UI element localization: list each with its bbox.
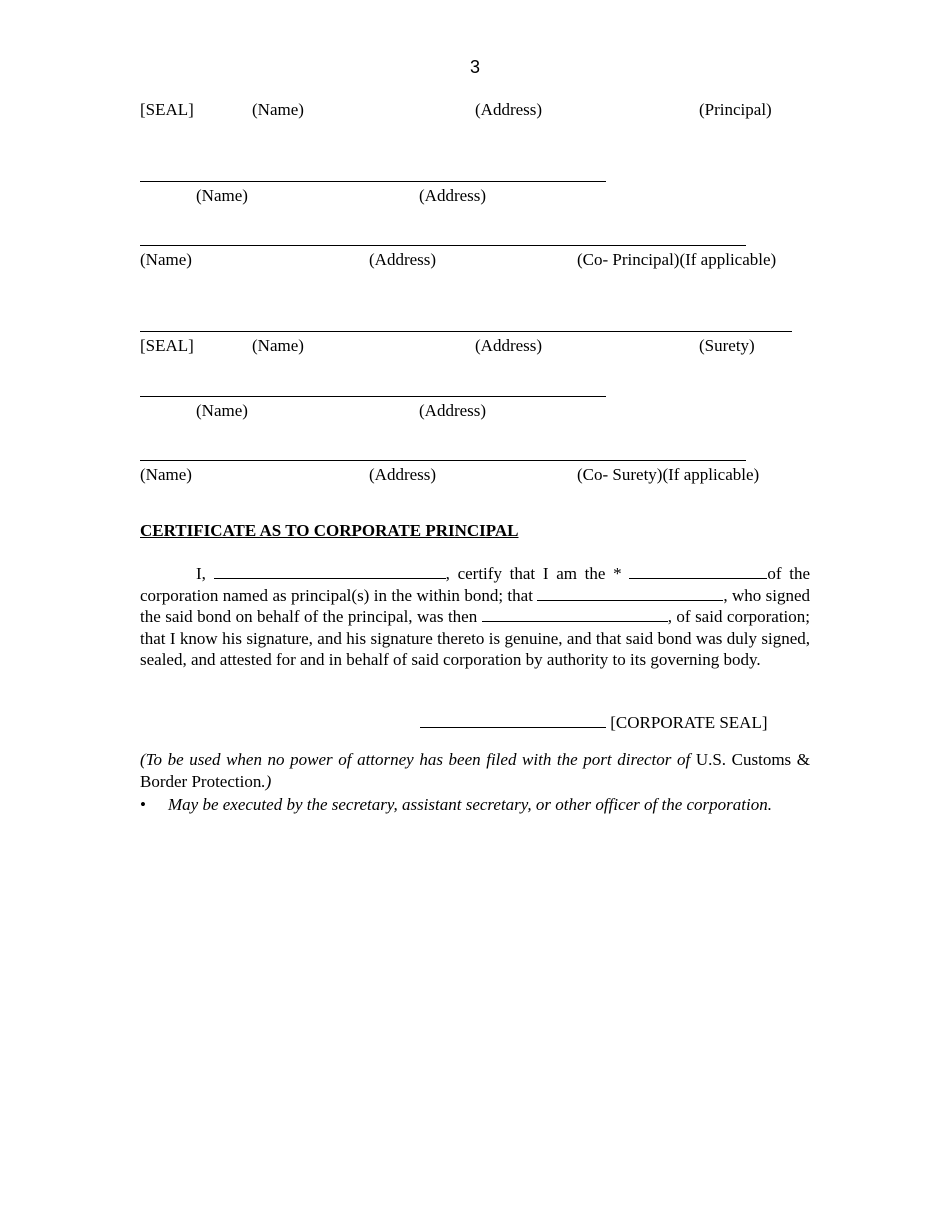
principal-role-label: (Principal): [699, 100, 772, 119]
surety-witness-name-label: (Name): [196, 401, 248, 420]
certificate-who-text: , who signed the said bond on behalf of the principal, was then: [140, 585, 810, 627]
signature-line: [140, 245, 746, 246]
certificate-certify-text: , certify that I am the *: [445, 564, 622, 583]
principal-address-label: (Address): [475, 100, 543, 119]
signature-line: [140, 331, 792, 332]
co-principal-name-label: (Name): [140, 250, 192, 269]
page-number: 3: [469, 57, 480, 77]
signature-line: [140, 181, 606, 182]
corporate-seal-label: [CORPORATE SEAL]: [610, 713, 768, 732]
co-surety-address-label: (Address): [369, 465, 437, 484]
principal-name-label: (Name): [252, 100, 304, 119]
surety-seal-label: [SEAL]: [140, 336, 194, 355]
surety-address-label: (Address): [475, 336, 543, 355]
execution-bullet: [140, 794, 810, 816]
signature-line: [140, 460, 746, 461]
co-principal-address-label: (Address): [369, 250, 437, 269]
surety-name-label: (Name): [252, 336, 304, 355]
witness-address-label: (Address): [419, 186, 487, 205]
bullet-icon: •: [140, 795, 146, 814]
surety-role-label: (Surety): [699, 336, 755, 355]
co-principal-role-label: (Co- Principal)(If applicable): [577, 250, 777, 269]
witness-name-label: (Name): [196, 186, 248, 205]
usage-note: [140, 749, 810, 792]
co-surety-role-label: (Co- Surety)(If applicable): [577, 465, 760, 484]
co-surety-name-label: (Name): [140, 465, 192, 484]
certificate-rest-text: , of said corporation; that I know his signature, and his signature thereto is genuine, and that said bond was duly signed, sealed, and attested for and in behalf of said corporation by authority to its governing body.: [140, 607, 811, 670]
corporate-signature-blank[interactable]: [420, 713, 606, 728]
certificate-heading: CERTIFICATE AS TO CORPORATE PRINCIPAL: [140, 521, 519, 540]
certificate-paragraph: [140, 563, 810, 671]
bullet-text: May be executed by the secretary, assistant secretary, or other officer of the corporation.: [168, 795, 772, 814]
certificate-of-the-text: of the corporation named as principal(s) in the within bond; that: [140, 564, 810, 605]
usage-note-end: .): [261, 771, 272, 791]
certifier-name-blank[interactable]: [214, 564, 446, 579]
signature-line: [140, 396, 606, 397]
officer-title-blank[interactable]: [629, 564, 767, 579]
usage-note-italic: (To be used when no power of attorney has been filed with the port director of: [140, 750, 691, 769]
usage-note-agency: U.S. Customs & Border Protection: [140, 750, 811, 791]
certificate-intro: I,: [196, 564, 206, 583]
principal-seal-label: [SEAL]: [140, 100, 194, 119]
signer-title-blank[interactable]: [482, 607, 668, 622]
corporate-seal-signature: [420, 713, 768, 733]
surety-witness-address-label: (Address): [419, 401, 487, 420]
signer-name-blank[interactable]: [537, 586, 723, 601]
